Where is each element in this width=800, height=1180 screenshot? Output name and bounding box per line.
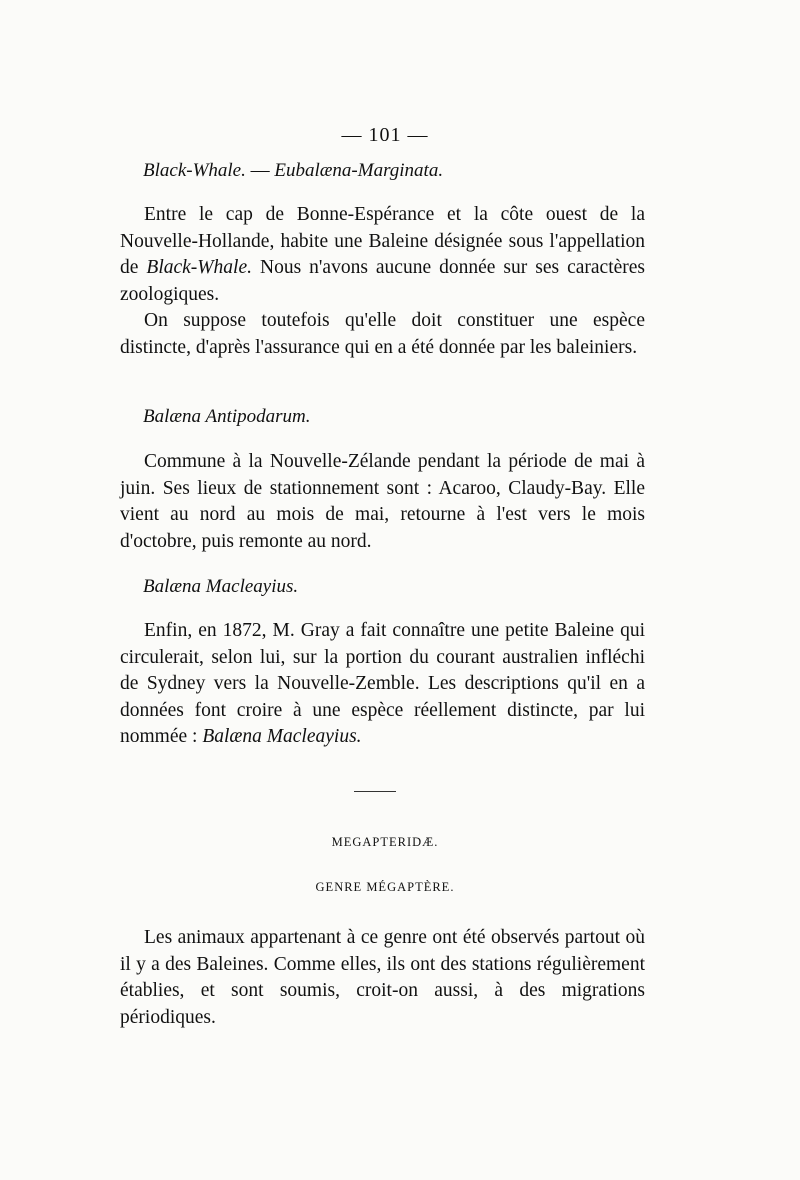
- paragraph: Commune à la Nouvelle-Zélande pendant la période de mai à juin. Ses lieux de stationnement sont : Acaroo, Claudy-Bay. Elle vient au nord au mois de mai, retourne à l'est vers le mois d'octobre, puis remonte au nord.: [120, 451, 645, 552]
- paragraph-text: Enfin, en 1872, M. Gray a fait connaître une petite Baleine qui circulerait, selon lui, sur la portion du courant australien infléchi de Sydney vers la Nouvelle-Zemble. Les descriptions qu'il en a données font croire à une espèce réellement distincte, par lui nommée :: [120, 620, 645, 747]
- paragraph-italic: Balæna Macleayius.: [202, 726, 362, 747]
- heading-antipodarum: Balæna Antipodarum.: [143, 406, 311, 427]
- paragraph-italic: Black-Whale.: [146, 257, 252, 278]
- paragraph: On suppose toutefois qu'elle doit constituer une espèce distincte, d'après l'assurance qui en a été donnée par les baleiniers.: [120, 310, 645, 358]
- section-heading-black-whale: [143, 160, 443, 182]
- genus-heading: GENRE MÉGAPTÈRE.: [315, 880, 455, 894]
- section-divider: [354, 791, 396, 792]
- page-number: — 101 —: [341, 124, 429, 146]
- heading-separator: —: [245, 160, 275, 181]
- paragraph: [120, 202, 645, 308]
- heading-macleayius: Balæna Macleayius.: [143, 576, 299, 597]
- antipodarum-body: [120, 449, 645, 555]
- heading-eubalaena: Eubalæna-Marginata.: [274, 160, 444, 181]
- paragraph-text: Entre le cap de Bonne-Espérance et la côte ouest de la Nouvelle-Hollande, habite une Baleine désignée sous l'appellation de: [120, 204, 645, 278]
- megaptere-body: [120, 925, 645, 1031]
- macleayius-body: [120, 618, 645, 751]
- paragraph: Les animaux appartenant à ce genre ont été observés partout où il y a des Baleines. Comme elles, ils ont des stations régulièrement établies, et sont soumis, croit-on aussi, à des migrations périodiques.: [120, 927, 645, 1028]
- black-whale-body: [120, 202, 645, 361]
- heading-black-whale: Black-Whale.: [143, 160, 246, 181]
- paragraph: [120, 618, 645, 751]
- family-heading: MEGAPTERIDÆ.: [331, 835, 439, 849]
- paragraph-text: Nous n'avons aucune donnée sur ses caractères zoologiques.: [120, 257, 645, 305]
